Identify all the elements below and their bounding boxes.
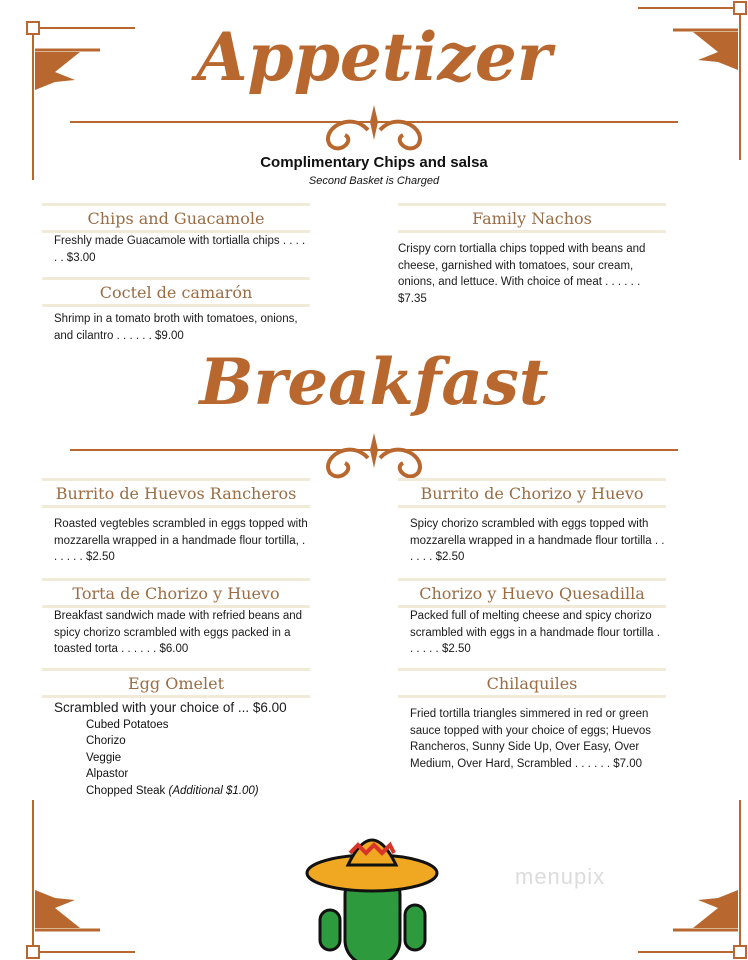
item-name: Chips and Guacamole [42,203,310,233]
item-desc: Spicy chorizo scrambled with eggs topped with mozzarella wrapped in a handmade flour tortilla [410,518,652,547]
cactus-sombrero-icon [300,815,445,960]
corner-ornament-icon [25,800,135,960]
item-price: $2.50 [85,551,115,563]
item-price: $6.00 [252,700,287,715]
menu-item [398,478,666,566]
item-name: Burrito de Chorizo y Huevo [398,478,666,508]
item-name: Torta de Chorizo y Huevo [42,578,310,608]
item-desc: Crispy corn tortialla chips topped with beans and cheese, garnished with tomatoes, sour cream, onions, and lettuce. With choice of meat [398,243,646,288]
item-name: Burrito de Huevos Rancheros [42,478,310,508]
corner-ornament-icon [638,800,748,960]
item-price: $7.35 [398,292,427,305]
menu-item [398,668,666,772]
option-note: (Additional $1.00) [168,784,259,797]
scroll-divider-icon [70,100,678,160]
item-name: Coctel de camarón [42,277,310,307]
item-name: Chilaquiles [398,668,666,698]
item-price: $6.00 [159,643,189,655]
menu-item: Egg Omelet Scrambled with your choice of ... $6.00 Cubed Potatoes Chorizo Veggie Alpastor Chopped Steak (Additional $1.00) [42,668,310,799]
menu-item [398,578,666,658]
appetizer-note: Second Basket is Charged [308,175,440,187]
dot-leader: . . . . . . [54,534,306,563]
menu-item [42,578,310,658]
item-price: $9.00 [155,329,184,342]
item-name: Chorizo y Huevo Quesadilla [398,578,666,608]
item-desc: Packed full of melting cheese and spicy chorizo scrambled with eggs in a handmade flour tortilla [410,610,654,639]
item-price: $3.00 [66,251,96,264]
item-price: $7.00 [613,757,643,770]
appetizer-title: Appetizer [196,18,552,96]
dot-leader: . . . . . . [121,643,157,655]
dot-leader: . . . . . . [410,626,660,655]
item-name: Family Nachos [398,203,666,233]
item-desc: Freshly made Guacamole with tortialla chips [54,235,280,247]
option: Alpastor [86,768,129,780]
item-price: $2.50 [441,643,471,655]
item-desc: Shrimp in a tomato broth with tomatoes, onions, and cilantro [54,313,298,342]
dot-leader: . . . . . . [574,757,611,770]
appetizer-subtitle: Complimentary Chips and salsa [260,154,488,171]
option: Cubed Potatoes [86,718,169,731]
item-desc: Roasted vegtebles scrambled in eggs topped with mozzarella wrapped in a handmade flour tortilla, [54,518,308,547]
menu-item [42,277,310,344]
dot-leader: . . . . . . [605,276,641,288]
item-price: $2.50 [435,551,465,563]
breakfast-title: Breakfast [199,345,549,420]
option: Chorizo [86,735,126,747]
option: Chopped Steak [86,784,166,797]
item-desc: Fried tortilla triangles simmered in red or green sauce topped with your choice of eggs; Huevos Rancheros, Sunny Side Up, Over Easy, Over Medium, Over Hard, Scrambled [410,708,652,770]
item-desc: Scrambled with your choice of [54,700,235,715]
menu-item [398,203,666,307]
dot-leader: . . . . . . [410,534,665,563]
menu-item [42,203,310,266]
menu-item [42,478,310,566]
watermark: menupix [515,864,606,889]
item-desc: Breakfast sandwich made with refried beans and spicy chorizo scrambled with eggs packed in a toasted torta [54,610,303,655]
option: Veggie [86,751,122,764]
dot-leader: . . . . . . [54,235,306,264]
item-name: Egg Omelet [42,668,310,698]
dot-leader: . . . . . . [116,329,152,342]
